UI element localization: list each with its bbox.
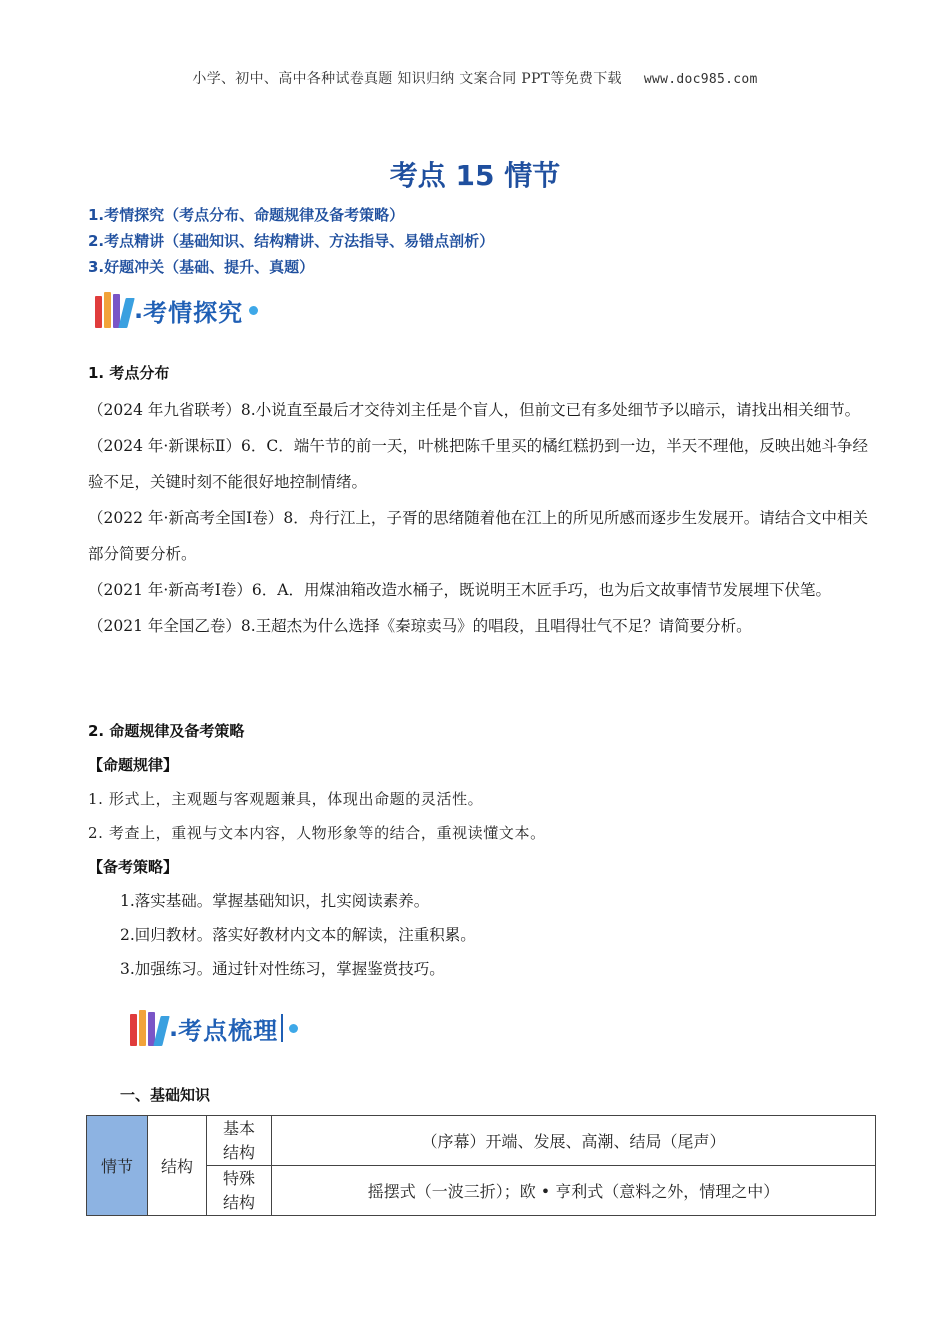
page-title: 考点 15 情节 (389, 159, 561, 192)
toc-item-1: 1.考情探究（考点分布、命题规律及备考策略） (88, 206, 405, 224)
section-jichu-zhishi (120, 1084, 900, 1106)
bullet-dot-icon (289, 1024, 298, 1033)
toc-item-3: 3.好题冲关（基础、提升、真题） (88, 258, 315, 276)
table-cell-subcategory: 结构 (148, 1116, 207, 1216)
books-icon (130, 1010, 168, 1046)
rules-label: 【命题规律】 (88, 756, 179, 774)
table-cell-type: 特殊结构 (207, 1166, 272, 1216)
exam-item-5: （2021 年全国乙卷）8.王超杰为什么选择《秦琼卖马》的唱段，且唱得壮气不足？请简要分析。 (88, 617, 752, 635)
table-row (87, 1116, 876, 1166)
text-cursor-icon (281, 1014, 283, 1042)
strategy-item-3: 3.加强练习。通过针对性练习，掌握鉴赏技巧。 (120, 960, 445, 978)
header-text: 小学、初中、高中各种试卷真题 知识归纳 文案合同 PPT等免费下载 (192, 71, 622, 87)
exam-item-1: （2024 年九省联考）8.小说直至最后才交待刘主任是个盲人，但前文已有多处细节予以暗示，请找出相关细节。 (88, 401, 861, 419)
section-banner-kaoqing: . 考情探究 (95, 292, 258, 328)
books-icon (95, 292, 133, 328)
rule-item-1: 1. 形式上，主观题与客观题兼具，体现出命题的灵活性。 (88, 790, 484, 808)
table-cell-category: 情节 (87, 1116, 148, 1216)
strategy-item-2: 2.回归教材。落实好教材内文本的解读，注重积累。 (120, 926, 476, 944)
section-heading: 1. 考点分布 (88, 364, 170, 382)
exam-item-2: （2024 年·新课标Ⅱ）6．C．端午节的前一天，叶桃把陈千里买的橘红糕扔到一边，半天不理他，反映出她斗争经验不足，关键时刻不能很好地控制情绪。 (88, 437, 868, 491)
table-of-contents (88, 202, 888, 280)
toc-item-2: 2.考点精讲（基础知识、结构精讲、方法指导、易错点剖析） (88, 232, 495, 250)
section-heading: 2. 命题规律及备考策略 (88, 722, 245, 740)
page-header (0, 68, 950, 88)
knowledge-table (86, 1115, 876, 1216)
section-kaodian-fenbu (88, 362, 868, 644)
strategy-label: 【备考策略】 (88, 858, 179, 876)
table-cell-type: 基本结构 (207, 1116, 272, 1166)
table-cell-content: （序幕）开端、发展、高潮、结局（尾声） (272, 1116, 876, 1166)
banner-label: 考情探究 (143, 298, 244, 327)
strategy-item-1: 1.落实基础。掌握基础知识，扎实阅读素养。 (120, 892, 430, 910)
section-banner-kaodian-shuli: . 考点梳理 (130, 1010, 298, 1046)
header-url[interactable]: www.doc985.com (643, 72, 758, 87)
exam-item-3: （2022 年·新高考全国Ⅰ卷）8．舟行江上，子胥的思绪随着他在江上的所见所感而逐步生发展开。请结合文中相关部分简要分析。 (88, 509, 868, 563)
section-heading: 一、基础知识 (120, 1086, 211, 1104)
exam-item-4: （2021 年·新高考Ⅰ卷）6．A．用煤油箱改造水桶子，既说明王木匠手巧，也为后文故事情节发展埋下伏笔。 (88, 581, 831, 599)
section-mingti-guilv (88, 720, 868, 980)
table-cell-content: 摇摆式（一波三折）；欧 • 亨利式（意料之外，情理之中） (272, 1166, 876, 1216)
banner-label: 考点梳理 (178, 1016, 279, 1045)
rule-item-2: 2. 考查上，重视与文本内容，人物形象等的结合，重视读懂文本。 (88, 824, 546, 842)
bullet-dot-icon (249, 306, 258, 315)
